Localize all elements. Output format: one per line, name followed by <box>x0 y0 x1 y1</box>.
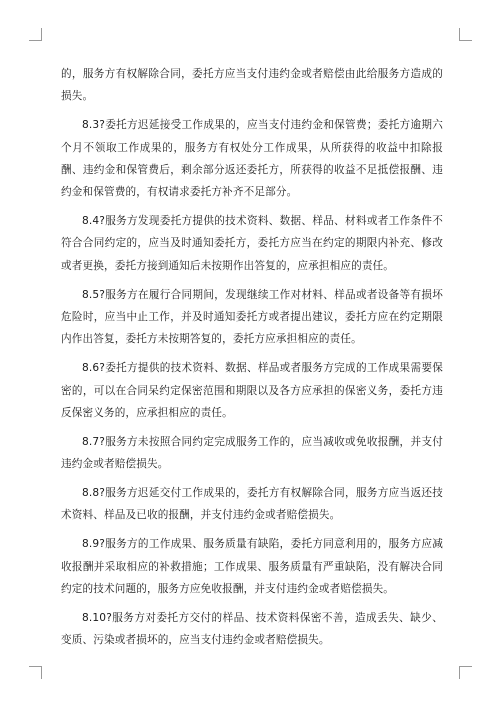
paragraph-8-6: 8.6?委托方提供的技术资料、数据、样品或者服务方完成的工作成果需要保密的，可以在合同呆约定保密范围和期限以及各方应承担的保密义务，委托方违反保密义务的，应承担相应的责任。 <box>61 362 443 419</box>
crop-mark-top-left <box>29 28 42 41</box>
crop-mark-bottom-right <box>459 666 472 679</box>
crop-mark-top-right <box>459 28 472 41</box>
paragraph-8-9: 8.9?服务方的工作成果、服务质量有缺陷，委托方同意利用的，服务方应减收报酬并采取相应的补救措施；工作成果、服务质量有严重缺陷，没有解决合同约定的技术问题的，服务方应免收报酬，并支付违约金或者赔偿损失。 <box>61 538 443 596</box>
crop-mark-bottom-left <box>29 666 42 679</box>
paragraph-8-10: 8.10?服务方对委托方交付的样品、技术资料保密不善，造成丢失、缺少、变质、污染或者损坏的，应当支付违约金或者赔偿损失。 <box>61 612 443 647</box>
paragraph-8-3: 8.3?委托方迟延接受工作成果的，应当支付违约金和保管费；委托方逾期六个月不领取工作成果的，服务方有权处分工作成果，从所获得的收益中扣除报酬、违约金和保管费后，剩余部分返还委托方，所获得的收益不足抵偿报酬、违约金和保管费的，有权请求委托方补齐不足部分。 <box>61 119 443 199</box>
paragraph-continuation: 的，服务方有权解除合同，委托方应当支付违约金或者赔偿由此给服务方造成的损失。 <box>61 68 443 103</box>
paragraph-8-7: 8.7?服务方未按照合同约定完成服务工作的，应当减收或免收报酬，并支付违约金或者赔偿损失。 <box>61 435 443 471</box>
paragraph-8-5: 8.5?服务方在履行合同期间，发现继续工作对材料、样品或者设备等有损坏危险时，应当中止工作，并及时通知委托方或者提出建议，委托方应在约定期限内作出答复，委托方未按期答复的，委托方应承担相应的责任。 <box>61 288 443 346</box>
document-body <box>61 63 443 658</box>
paragraph-8-8: 8.8?服务方迟延交付工作成果的，委托方有权解除合同，服务方应当返还技术资料、样品及已收的报酬，并支付违约金或者赔偿损失。 <box>61 487 443 522</box>
paragraph-8-4: 8.4?服务方发现委托方提供的技术资料、数据、样品、材料或者工作条件不符合合同约定的，应当及时通知委托方，委托方应当在约定的期限内补充、修改或者更换，委托方接到通知后未按期作出答复的，应承担相应的责任。 <box>61 215 443 272</box>
